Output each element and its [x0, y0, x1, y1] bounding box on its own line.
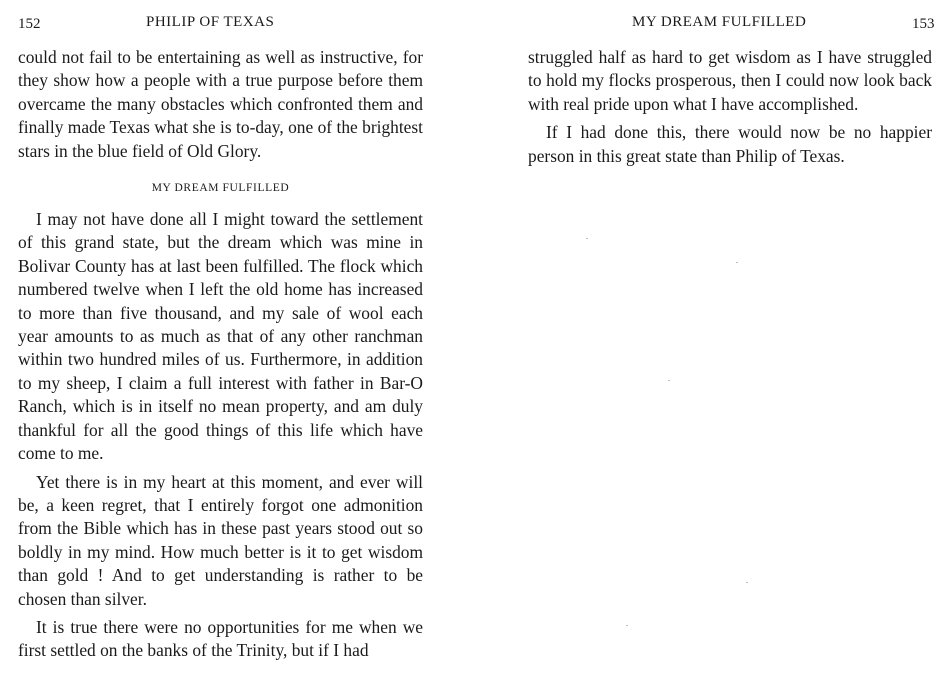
left-running-head: PHILIP OF TEXAS — [146, 14, 275, 30]
left-paragraph-1: I may not have done all I might toward the settlement of this grand state, but the dream which was mine in Bolivar County has at last been fulfilled. The flock which numbered twelve when I left the old home has increased to more than five thousand, and my sale of wool each year amounts to as much as that of any other ranchman within two hundred miles of us. Furthermore, in addition to my sheep, I claim a full interest with father in Bar-O Ranch, which is in itself no mean property, and am duly thankful for all the good things of this life which have come to me. — [18, 209, 423, 464]
right-running-head: MY DREAM FULFILLED — [632, 14, 807, 30]
right-paragraph-1: If I had done this, there would now be no happier person in this great state than Philip of Texas. — [528, 122, 932, 166]
section-heading: MY DREAM FULFILLED — [151, 182, 290, 195]
right-paragraph-continued: struggled half as hard to get wisdom as I have struggled to hold my flocks prosperous, then I could now look back with real pride upon what I have accomplished. — [528, 47, 932, 114]
left-paragraph-2: Yet there is in my heart at this moment, and ever will be, a keen regret, that I entirely forgot one admonition from the Bible which has in these past years stood out so boldly in my mind. How much better is it to get wisdom than gold ! And to get understanding is rather to be chosen than silver. — [18, 471, 423, 609]
left-paragraph-3: It is true there were no opportunities for me when we first settled on the banks of the Trinity, but if I had — [18, 616, 423, 661]
left-paragraph-continued: could not fail to be entertaining as well as instructive, for they show how a people with a true purpose before them overcame the many obstacles which confronted them and finally made Texas what she is to-day, one of the brightest stars in the blue field of Old Glory. — [18, 47, 423, 161]
right-page-number: 153 — [912, 16, 935, 32]
left-page — [0, 0, 474, 676]
left-page-number: 152 — [18, 16, 41, 32]
right-page — [474, 0, 949, 676]
right-body-text — [528, 46, 932, 168]
left-body-text — [18, 46, 423, 663]
